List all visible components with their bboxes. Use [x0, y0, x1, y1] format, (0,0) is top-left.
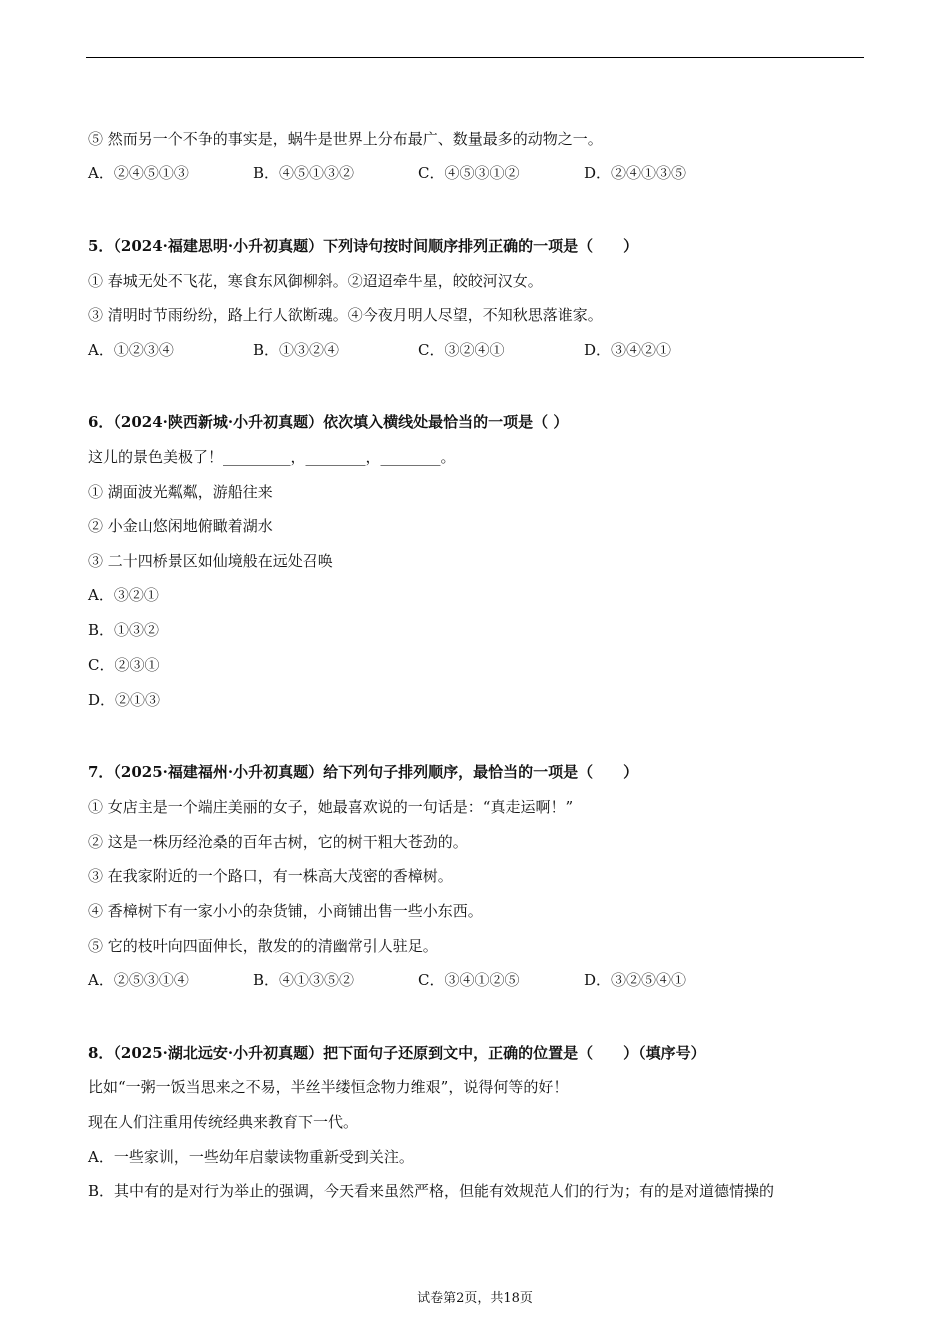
q4-item-5: ⑤ 然而另一个不争的事实是，蜗牛是世界上分布最广、数量最多的动物之一。	[88, 130, 603, 148]
q6-heading: 6．（2024·陕西新城·小升初真题）依次填入横线处最恰当的一项是（ ）	[88, 413, 569, 431]
q5-heading: 5．（2024·福建思明·小升初真题）下列诗句按时间顺序排列正确的一项是（ ）	[88, 237, 639, 255]
q4-option-b[interactable]: B．④⑤①③②	[253, 164, 355, 182]
q7-item-1: ① 女店主是一个端庄美丽的女子，她最喜欢说的一句话是：“真走运啊！”	[88, 798, 574, 816]
q4-option-d[interactable]: D．②④①③⑤	[584, 164, 687, 182]
q6-option-b[interactable]: B．①③②	[88, 621, 160, 639]
q6-option-c[interactable]: C．②③①	[88, 656, 160, 674]
q8-text-line-2: A．一些家训，一些幼年启蒙读物重新受到关注。	[88, 1148, 414, 1166]
q7-option-c[interactable]: C．③④①②⑤	[418, 971, 520, 989]
q6-option-d[interactable]: D．②①③	[88, 691, 161, 709]
q7-option-d[interactable]: D．③②⑤④①	[584, 971, 687, 989]
q7-item-5: ⑤ 它的枝叶向四面伸长，散发的的清幽常引人驻足。	[88, 937, 438, 955]
q5-option-d[interactable]: D．③④②①	[584, 341, 672, 359]
q5-option-c[interactable]: C．③②④①	[418, 341, 505, 359]
q7-option-b[interactable]: B．④①③⑤②	[253, 971, 355, 989]
q7-item-2: ② 这是一株历经沧桑的百年古树，它的树干粗大苍劲的。	[88, 833, 468, 851]
q7-item-4: ④ 香樟树下有一家小小的杂货铺，小商铺出售一些小东西。	[88, 902, 483, 920]
q6-stem: 这儿的景色美极了！_________，________，________。	[88, 448, 456, 466]
q6-item-2: ② 小金山悠闲地俯瞰着湖水	[88, 517, 273, 535]
q7-heading: 7．（2025·福建福州·小升初真题）给下列句子排列顺序，最恰当的一项是（ ）	[88, 763, 639, 781]
q5-option-b[interactable]: B．①③②④	[253, 341, 340, 359]
q8-text-line-1: 现在人们注重用传统经典来教育下一代。	[88, 1113, 359, 1131]
q8-sentence: 比如“一粥一饭当思来之不易，半丝半缕恒念物力维艰”，说得何等的好！	[88, 1078, 569, 1096]
q4-option-a[interactable]: A．②④⑤①③	[88, 164, 189, 182]
q5-line-2: ③ 清明时节雨纷纷，路上行人欲断魂。④今夜月明人尽望，不知秋思落谁家。	[88, 306, 603, 324]
q6-item-1: ① 湖面波光粼粼，游船往来	[88, 483, 273, 501]
q5-option-a[interactable]: A．①②③④	[88, 341, 174, 359]
header-rule	[86, 57, 864, 58]
q8-heading: 8．（2025·湖北远安·小升初真题）把下面句子还原到文中，正确的位置是（ ）（填序号）	[88, 1044, 706, 1062]
q4-option-c[interactable]: C．④⑤③①②	[418, 164, 520, 182]
page-footer: 试卷第2页，共18页	[417, 1291, 533, 1306]
q6-option-a[interactable]: A．③②①	[88, 586, 159, 604]
q7-option-a[interactable]: A．②⑤③①④	[88, 971, 189, 989]
q6-item-3: ③ 二十四桥景区如仙境般在远处召唤	[88, 552, 333, 570]
q7-item-3: ③ 在我家附近的一个路口，有一株高大茂密的香樟树。	[88, 867, 453, 885]
q5-line-1: ① 春城无处不飞花，寒食东风御柳斜。②迢迢牵牛星，皎皎河汉女。	[88, 272, 543, 290]
q8-text-line-3: B．其中有的是对行为举止的强调，今天看来虽然严格，但能有效规范人们的行为；有的是对道德情操的	[88, 1182, 775, 1200]
